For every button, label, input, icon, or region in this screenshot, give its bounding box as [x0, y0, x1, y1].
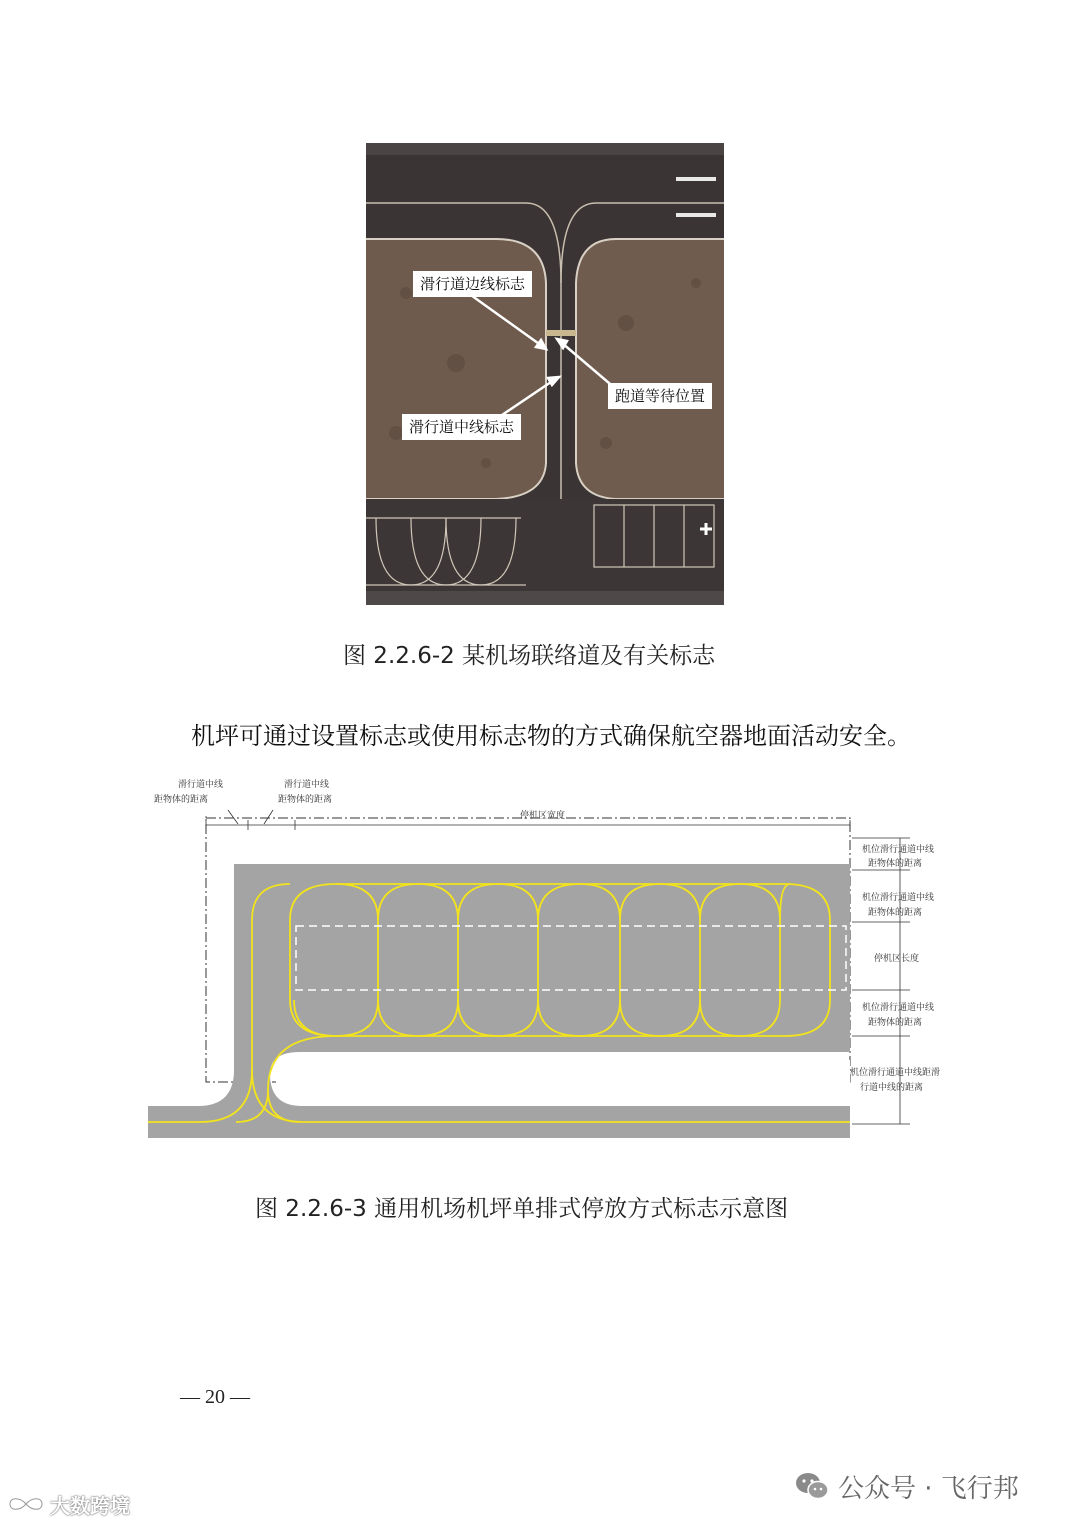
corner-watermark — [6, 1490, 130, 1518]
dim-right-4-line2: 距物体的距离 — [868, 1018, 923, 1028]
dim-right-4-line1: 机位滑行通道中线 — [862, 1003, 935, 1013]
infinity-logo-icon — [6, 1493, 46, 1515]
dim-right-2-line1: 机位滑行通道中线 — [862, 893, 935, 903]
figure-caption-1: 图 2.2.6-2 某机场联络道及有关标志 — [343, 643, 716, 669]
callout-runway-holding-position: 跑道等待位置 — [608, 383, 712, 409]
dim-right-3: 停机区长度 — [874, 954, 920, 964]
callout-taxiway-centerline-marking: 滑行道中线标志 — [402, 414, 521, 440]
wechat-watermark — [794, 1466, 1019, 1506]
dim-right-5-line1: 机位滑行通道中线距滑 — [850, 1068, 941, 1078]
corner-watermark-text: 大数跨境 — [50, 1493, 130, 1518]
dim-top-width: 停机区宽度 — [520, 811, 566, 821]
dim-top-mid-line1: 滑行道中线 — [284, 780, 330, 790]
dim-right-2-line2: 距物体的距离 — [868, 908, 923, 918]
apron-diagram-art — [140, 770, 960, 1150]
page-number: — 20 — — [180, 1386, 250, 1408]
aerial-photo — [366, 143, 724, 605]
dim-top-left-line1: 滑行道中线 — [178, 780, 224, 790]
dim-right-1-line2: 距物体的距离 — [868, 859, 923, 869]
figure-caption-2: 图 2.2.6-3 通用机场机坪单排式停放方式标志示意图 — [255, 1196, 789, 1222]
dim-right-5-line2: 行道中线的距离 — [860, 1083, 924, 1093]
dim-top-left-line2: 距物体的距离 — [154, 795, 209, 805]
dim-top-mid-line2: 距物体的距离 — [278, 795, 333, 805]
body-paragraph: 机坪可通过设置标志或使用标志物的方式确保航空器地面活动安全。 — [191, 722, 911, 750]
aerial-photo-art — [366, 143, 724, 605]
wechat-icon — [794, 1471, 830, 1501]
wechat-account-name: 公众号 · 飞行邦 — [838, 1473, 1019, 1504]
apron-diagram — [140, 770, 960, 1150]
dim-right-1-line1: 机位滑行通道中线 — [862, 845, 935, 855]
callout-taxiway-edge-marking: 滑行道边线标志 — [413, 271, 532, 297]
